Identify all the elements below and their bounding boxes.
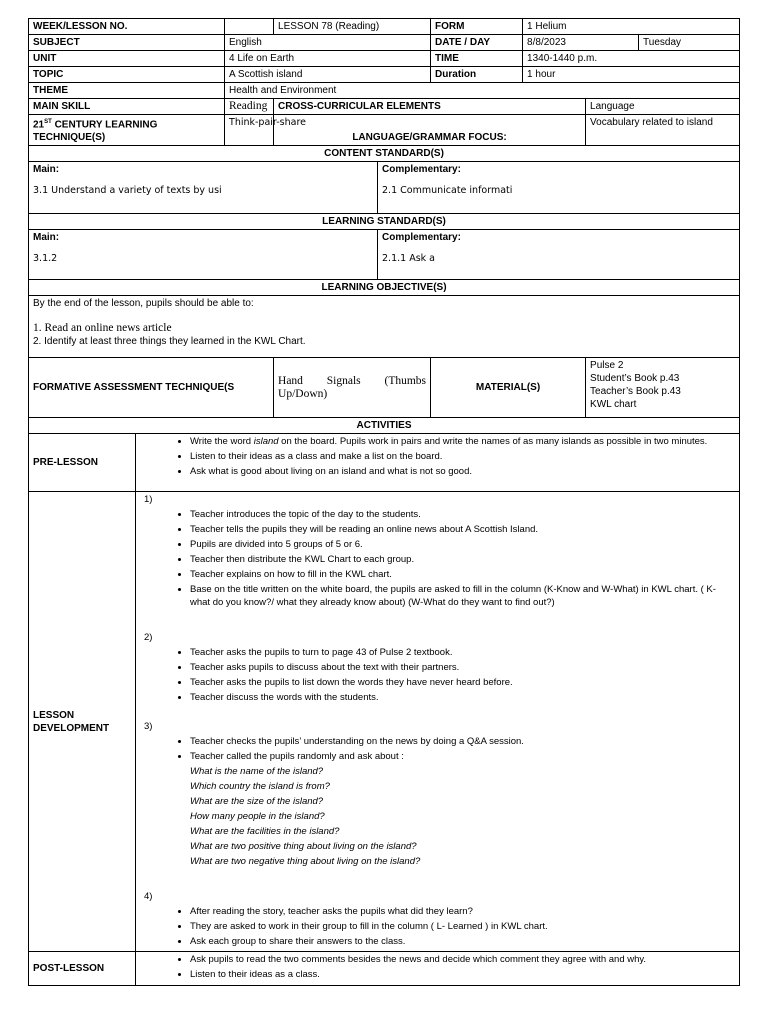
- empty-cell: [225, 19, 274, 35]
- form-label: FORM: [431, 19, 523, 35]
- cross-curricular-value: Language: [586, 99, 740, 115]
- list-item: • Teacher explains on how to fill in the KWL chart.: [190, 568, 735, 581]
- question-item: What are two negative thing about living on the island?: [190, 856, 421, 868]
- duration-label: Duration: [431, 67, 523, 83]
- list-item: • Ask pupils to read the two comments besides the news and decide which comment they agree with and why.: [190, 953, 735, 966]
- post-lesson-label: POST-LESSON: [29, 952, 136, 986]
- step-number: 3): [144, 721, 153, 733]
- topic-value: A Scottish island: [225, 67, 431, 83]
- step-1-list: [140, 508, 735, 609]
- topic-label: TOPIC: [29, 67, 225, 83]
- content-standard-heading: CONTENT STANDARD(S): [29, 146, 740, 162]
- material-item: KWL chart: [590, 399, 637, 411]
- step-3-list: [140, 735, 735, 763]
- form-value: 1 Helium: [523, 19, 740, 35]
- post-lesson-body: [136, 952, 740, 986]
- question-list: [140, 765, 735, 868]
- question-item: What is the name of the island?: [190, 766, 324, 778]
- list-item: • Teacher then distribute the KWL Chart to each group.: [190, 553, 735, 566]
- content-comp-value: 2.1 Communicate informati: [382, 185, 513, 197]
- list-item: • Teacher discuss the words with the students.: [190, 691, 735, 704]
- question-item: Which country the island is from?: [190, 781, 330, 793]
- objective-item-2: 2. Identify at least three things they learned in the KWL Chart.: [33, 336, 306, 348]
- duration-value: 1 hour: [523, 67, 740, 83]
- technique-value: Think-pair-share: [225, 115, 274, 146]
- list-item: • Ask each group to share their answers to the class.: [190, 935, 735, 948]
- technique-label: 21ST CENTURY LEARNING TECHNIQUE(S): [29, 115, 225, 146]
- main-skill-value: Reading: [225, 99, 274, 115]
- learning-standard-heading: LEARNING STANDARD(S): [29, 214, 740, 230]
- activities-heading: ACTIVITIES: [29, 418, 740, 434]
- time-label: TIME: [431, 51, 523, 67]
- pre-lesson-label: PRE-LESSON: [29, 434, 136, 492]
- complementary-label: Complementary:: [382, 164, 461, 176]
- pre-lesson-body: [136, 434, 740, 492]
- question-item: What are the size of the island?: [190, 796, 324, 808]
- step-number: 1): [144, 494, 153, 506]
- content-standard-complementary: [378, 162, 740, 214]
- unit-label: UNIT: [29, 51, 225, 67]
- list-item: • Teacher introduces the topic of the day to the students.: [190, 508, 735, 521]
- material-item: Student’s Book p.43: [590, 373, 680, 385]
- list-item: • Teacher checks the pupils’ understanding on the news by doing a Q&A session.: [190, 735, 735, 748]
- learning-comp-value: 2.1.1 Ask a: [382, 253, 435, 265]
- learning-objective-heading: LEARNING OBJECTIVE(S): [29, 280, 740, 296]
- theme-value: Health and Environment: [225, 83, 740, 99]
- main-skill-label: MAIN SKILL: [29, 99, 225, 115]
- list-item: • Write the word island on the board. Pupils work in pairs and write the names of as many islands as possible in two minutes.: [190, 435, 735, 448]
- material-item: Teacher’s Book p.43: [590, 386, 681, 398]
- main-label: Main:: [33, 232, 60, 244]
- list-item: • They are asked to work in their group to fill in the column ( L- Learned ) in KWL chart.: [190, 920, 735, 933]
- learning-standard-complementary: [378, 230, 740, 280]
- lesson-value: LESSON 78 (Reading): [274, 19, 431, 35]
- cross-curricular-label: CROSS-CURRICULAR ELEMENTS: [274, 99, 586, 115]
- learning-standard-main: [29, 230, 378, 280]
- list-item: • Teacher tells the pupils they will be reading an online news about A Scottish Island.: [190, 523, 735, 536]
- materials-list: [586, 358, 740, 418]
- step-number: 4): [144, 891, 153, 903]
- list-item: • Listen to their ideas as a class and make a list on the board.: [190, 450, 735, 463]
- objective-item-1: 1. Read an online news article: [33, 322, 172, 335]
- content-main-value: 3.1 Understand a variety of texts by usi: [33, 185, 222, 197]
- date-label: DATE / DAY: [431, 35, 523, 51]
- list-item: • Teacher asks the pupils to list down the words they have never heard before.: [190, 676, 735, 689]
- step-number: 2): [144, 632, 153, 644]
- step-2-list: [140, 646, 735, 704]
- list-item: • Listen to their ideas as a class.: [190, 968, 735, 981]
- objective-intro: By the end of the lesson, pupils should be able to:: [33, 298, 254, 310]
- learning-main-value: 3.1.2: [33, 253, 58, 265]
- lesson-development-label: LESSON DEVELOPMENT: [29, 492, 136, 952]
- list-item: • Teacher asks the pupils to turn to page 43 of Pulse 2 textbook.: [190, 646, 735, 659]
- question-item: What are two positive thing about living on the island?: [190, 841, 417, 853]
- complementary-label: Complementary:: [382, 232, 461, 244]
- grammar-label: LANGUAGE/GRAMMAR FOCUS:: [274, 115, 586, 146]
- list-item: • Base on the title written on the white board, the pupils are asked to fill in the column (K-Know and W-What) in KWL chart. ( K- what do you know?/ what they already know about) (W-What do they want to find out?): [190, 583, 735, 609]
- materials-label: MATERIAL(S): [431, 358, 586, 418]
- material-item: Pulse 2: [590, 360, 624, 372]
- time-value: 1340-1440 p.m.: [523, 51, 740, 67]
- lesson-plan-table: [28, 18, 740, 986]
- learning-objective-body: [29, 296, 740, 358]
- day-value: Tuesday: [639, 35, 740, 51]
- week-label: WEEK/LESSON NO.: [29, 19, 225, 35]
- subject-label: SUBJECT: [29, 35, 225, 51]
- grammar-value: Vocabulary related to island: [586, 115, 740, 146]
- list-item: • After reading the story, teacher asks the pupils what did they learn?: [190, 905, 735, 918]
- content-standard-main: [29, 162, 378, 214]
- assessment-label: FORMATIVE ASSESSMENT TECHNIQUE(S: [29, 358, 274, 418]
- question-item: How many people in the island?: [190, 811, 325, 823]
- lesson-development-body: [136, 492, 740, 952]
- list-item: • Ask what is good about living on an island and what is not so good.: [190, 465, 735, 478]
- assessment-value: Hand Signals (Thumbs Up/Down): [274, 358, 431, 418]
- list-item: • Teacher called the pupils randomly and ask about :: [190, 750, 735, 763]
- main-label: Main:: [33, 164, 60, 176]
- step-4-list: [140, 905, 735, 948]
- unit-value: 4 Life on Earth: [225, 51, 431, 67]
- date-value: 8/8/2023: [523, 35, 639, 51]
- theme-label: THEME: [29, 83, 225, 99]
- question-item: What are the facilities in the island?: [190, 826, 340, 838]
- list-item: • Pupils are divided into 5 groups of 5 or 6.: [190, 538, 735, 551]
- subject-value: English: [225, 35, 431, 51]
- list-item: • Teacher asks pupils to discuss about the text with their partners.: [190, 661, 735, 674]
